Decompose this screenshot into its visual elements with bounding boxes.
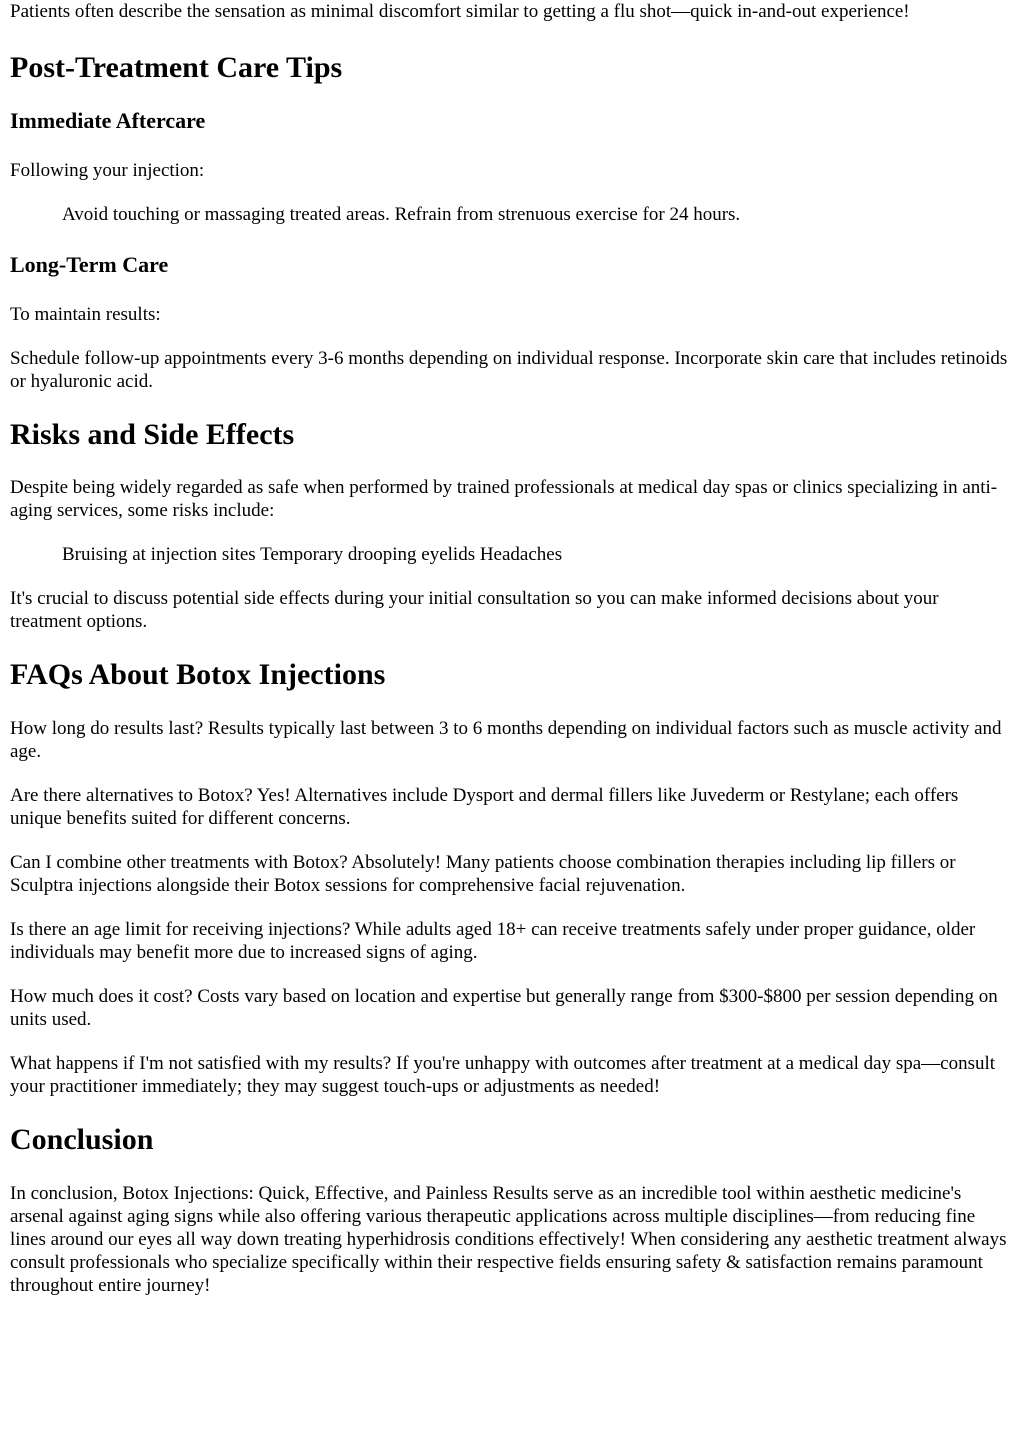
faq-item: Are there alternatives to Botox? Yes! Alternatives include Dysport and dermal fillers like Juvederm or Restylane; each offers unique benefits suited for different concerns. bbox=[10, 785, 959, 829]
conclusion-body: In conclusion, Botox Injections: Quick, Effective, and Painless Results serve as an incredible tool within aesthetic medicine's arsenal against aging signs while also offering various therapeutic applications across multiple disciplines—from reducing fine lines around our eyes all way down treating hyperhidrosis conditions effectively! When considering any aesthetic treatment always consult professionals who specialize specifically within their respective fields ensuring safety & satisfaction remains paramount throughout entire journey! bbox=[10, 1183, 1007, 1296]
long-term-care-body: Schedule follow-up appointments every 3-6 months depending on individual response. Incorporate skin care that includes retinoids or hyaluronic acid. bbox=[10, 348, 1008, 392]
post-treatment-heading: Post-Treatment Care Tips bbox=[10, 51, 343, 84]
immediate-aftercare-lead: Following your injection: bbox=[10, 160, 205, 181]
long-term-care-lead: To maintain results: bbox=[10, 304, 161, 325]
immediate-aftercare-quote: Avoid touching or massaging treated areas. Refrain from strenuous exercise for 24 hours. bbox=[62, 204, 741, 225]
risks-closing: It's crucial to discuss potential side effects during your initial consultation so you can make informed decisions about your treatment options. bbox=[10, 588, 939, 632]
faq-item: Can I combine other treatments with Botox? Absolutely! Many patients choose combination therapies including lip fillers or Sculptra injections alongside their Botox sessions for comprehensive facial rejuvenation. bbox=[10, 852, 956, 896]
faq-item: How much does it cost? Costs vary based on location and expertise but generally range from $300-$800 per session depending on units used. bbox=[10, 986, 998, 1030]
long-term-care-heading: Long-Term Care bbox=[10, 252, 169, 277]
risks-lead: Despite being widely regarded as safe when performed by trained professionals at medical day spas or clinics specializing in anti-aging services, some risks include: bbox=[10, 477, 998, 521]
faq-item: What happens if I'm not satisfied with my results? If you're unhappy with outcomes after treatment at a medical day spa—consult your practitioner immediately; they may suggest touch-ups or adjustments as needed! bbox=[10, 1053, 996, 1097]
risks-heading: Risks and Side Effects bbox=[10, 418, 295, 451]
risks-quote: Bruising at injection sites Temporary drooping eyelids Headaches bbox=[62, 544, 563, 565]
immediate-aftercare-heading: Immediate Aftercare bbox=[10, 108, 206, 133]
conclusion-heading: Conclusion bbox=[10, 1123, 154, 1156]
faq-item: How long do results last? Results typically last between 3 to 6 months depending on individual factors such as muscle activity and age. bbox=[10, 718, 1002, 762]
faqs-heading: FAQs About Botox Injections bbox=[10, 658, 386, 691]
intro-paragraph: Patients often describe the sensation as minimal discomfort similar to getting a flu shot—quick in-and-out experience! bbox=[10, 1, 910, 22]
faq-item: Is there an age limit for receiving injections? While adults aged 18+ can receive treatments safely under proper guidance, older individuals may benefit more due to increased signs of aging. bbox=[10, 919, 976, 963]
